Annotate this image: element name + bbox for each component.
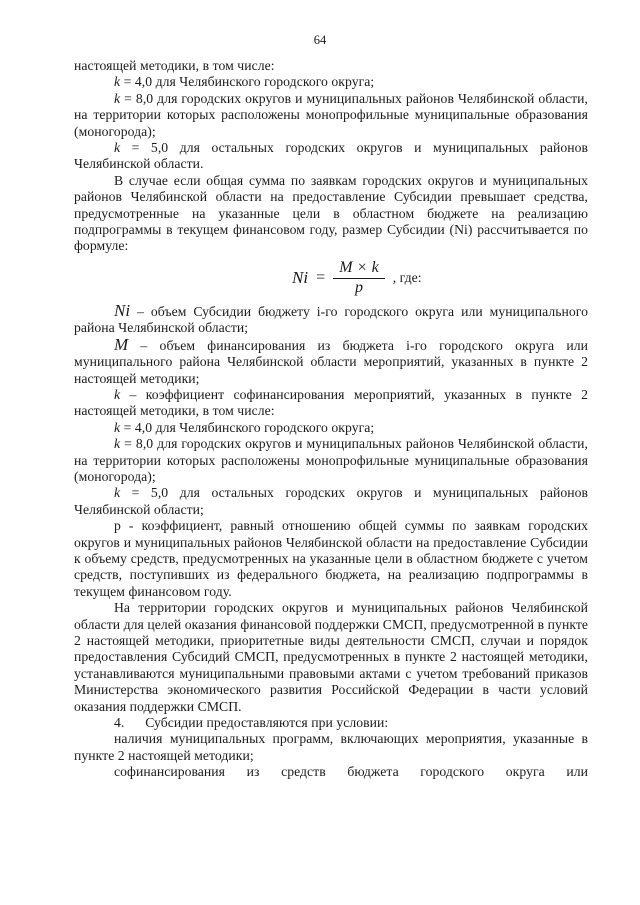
section-4-heading: [74, 715, 588, 731]
formula-denominator: p: [354, 278, 364, 296]
territory-paragraph: На территории городских округов и муниципальных районов Челябинской области для целей оказания финансовой поддержки СМСП, предусмотренной в пункте 2 настоящей методики, приоритетные виды деятельности СМСП, случаи и порядок предоставления Субсидий СМСП, предусмотренных в пункте 2 настоящей методики, устанавливаются муниципальными правовыми актами с учетом требований приказов Министерства экономического развития Российской Федерации в части условий оказания поддержки СМСП.: [74, 600, 588, 714]
formula-suffix: , где:: [392, 269, 422, 285]
formula-fraction: [333, 259, 384, 297]
symbol-k: k: [114, 386, 121, 402]
coefficient-k-chelyabinsk: k = 4,0 для Челябинского городского округа;: [114, 74, 375, 90]
symbol-k: k: [114, 485, 121, 501]
definition-m: [74, 334, 588, 387]
formula-lhs: Ni: [292, 267, 309, 287]
symbol-k: k: [114, 419, 121, 435]
page-number: 64: [313, 33, 327, 47]
section-4-item-2: софинансирования из средств бюджета городского округа или: [114, 764, 588, 780]
intro-line: настоящей методики, в том числе:: [74, 58, 275, 73]
definition-k: k – коэффициент софинансирования мероприятий, указанных в пункте 2 настоящей методики, в том числе:: [74, 386, 588, 419]
symbol-k: k: [114, 74, 121, 90]
symbol-m: M: [114, 334, 129, 354]
definition-k3: k = 5,0 для остальных городских округов и муниципальных районов Челябинской области;: [74, 485, 588, 517]
definition-ni: [74, 300, 588, 337]
formula-numerator: M × k: [333, 259, 384, 279]
subsidy-formula: [74, 257, 588, 299]
symbol-k: k: [114, 436, 121, 452]
coefficient-k-others: k = 5,0 для остальных городских округов и муниципальных районов Челябинской области.: [74, 140, 588, 172]
definition-ni-text: – объем Субсидии бюджету i-го городского округа или муниципального района Челябинской области;: [74, 303, 588, 336]
definition-k1: k = 4,0 для Челябинского городского округа;: [114, 419, 375, 435]
definition-p: p - коэффициент, равный отношению общей суммы по заявкам городских округов и муниципальных районов Челябинской области на предоставление Субсидии к объему средств, предусмотренных на указанные цели в областном бюджете с учетом средств, поступивших из федерального бюджета, на реализацию подпрограммы в текущем финансовом году.: [74, 518, 588, 599]
section-4-number: 4.: [114, 715, 125, 731]
definition-k2: k = 8,0 для городских округов и муниципальных районов Челябинской области, на территории которых расположены монопрофильные муниципальные образования (моногорода);: [74, 436, 588, 484]
symbol-ni: Ni: [114, 300, 131, 320]
section-4-title: Субсидии предоставляются при условии:: [145, 715, 389, 731]
coefficient-k-monotowns: k = 8,0 для городских округов и муниципальных районов Челябинской области, на территории которых расположены монопрофильные муниципальные образования (моногорода);: [74, 90, 588, 139]
section-4-item-1: наличия муниципальных программ, включающих мероприятия, указанные в пункте 2 настоящей методики;: [74, 731, 588, 763]
symbol-k: k: [114, 140, 121, 156]
definition-m-text: – объем финансирования из бюджета i-го городского округа или муниципального района Челябинской области мероприятий, указанных в пункте 2 настоящей методики;: [74, 337, 588, 386]
page-body: [74, 58, 588, 781]
symbol-k: k: [114, 90, 121, 106]
formula-equals: =: [316, 268, 326, 286]
excess-case-paragraph: В случае если общая сумма по заявкам городских округов и муниципальных районов Челябинской области на предоставление Субсидии превышает средства, предусмотренные на указанные цели в областном бюджете на реализацию подпрограммы в текущем финансовом году, размер Субсидии (Ni) рассчитывается по формуле:: [74, 172, 588, 254]
